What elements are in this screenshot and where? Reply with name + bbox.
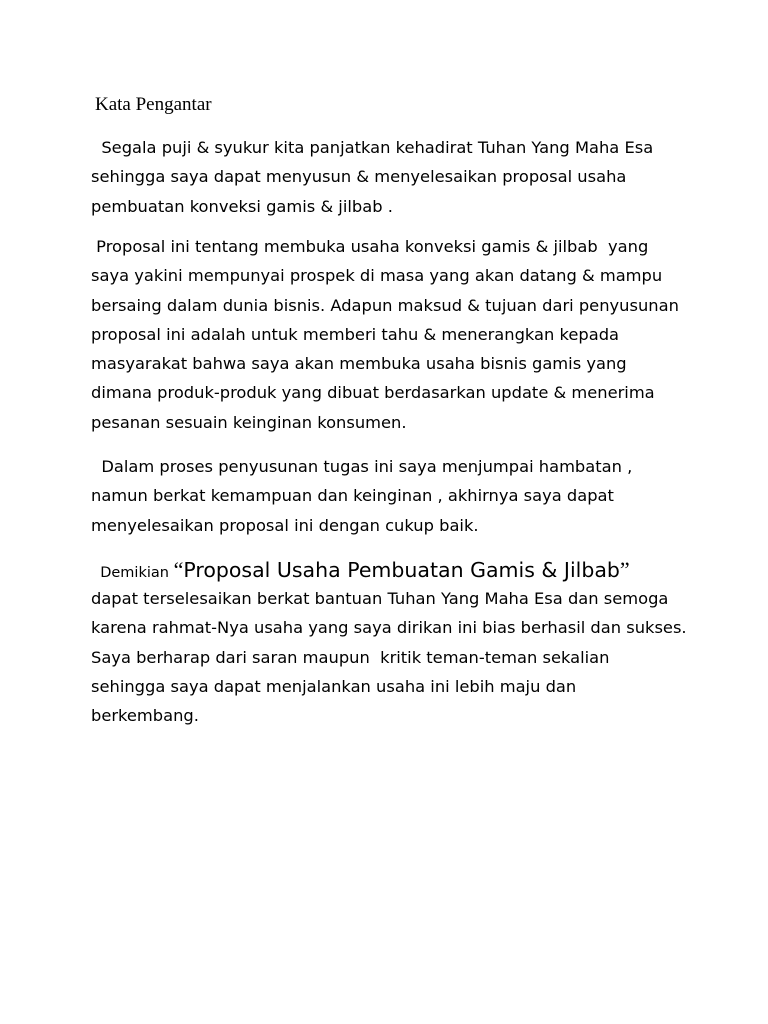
paragraph-line: saya yakini mempunyai prospek di masa yang akan datang & mampu: [91, 266, 663, 286]
open-quote: “: [173, 557, 184, 582]
paragraph-line: namun berkat kemampuan dan keinginan , akhirnya saya dapat: [91, 486, 614, 506]
close-quote: ”: [619, 557, 630, 582]
paragraph-opening: [91, 133, 691, 221]
paragraph-obstacles: [91, 452, 691, 540]
paragraph-line: masyarakat bahwa saya akan membuka usaha bisnis gamis yang: [91, 354, 627, 374]
paragraph-line: proposal ini adalah untuk memberi tahu & menerangkan kepada: [91, 324, 620, 344]
paragraph-line: sehingga saya dapat menyusun & menyelesaikan proposal usaha: [91, 167, 627, 187]
paragraph-line: berkembang.: [91, 706, 199, 726]
paragraph-line: Dalam proses penyusunan tugas ini saya menjumpai hambatan ,: [91, 457, 633, 476]
paragraph-line: dapat terselesaikan berkat bantuan Tuhan Yang Maha Esa dan semoga: [91, 589, 669, 608]
paragraph-line: pesanan sesuain keinginan konsumen.: [91, 412, 407, 432]
paragraph-proposal-purpose: [91, 232, 691, 437]
paragraph-line: sehingga saya dapat menjalankan usaha ini lebih maju dan: [91, 676, 577, 696]
paragraph-line: pembuatan konveksi gamis & jilbab .: [91, 196, 393, 216]
document-heading: Kata Pengantar: [95, 94, 212, 115]
paragraph-closing: [91, 555, 691, 730]
paragraph-line: Saya berharap dari saran maupun kritik teman-teman sekalian: [91, 647, 610, 667]
paragraph-line: Proposal ini tentang membuka usaha konveksi gamis & jilbab yang: [91, 237, 649, 256]
proposal-title: Proposal Usaha Pembuatan Gamis & Jilbab: [183, 558, 620, 582]
paragraph-line: karena rahmat-Nya usaha yang saya dirikan ini bias berhasil dan sukses.: [91, 618, 687, 638]
closing-lead-text: Demikian: [91, 565, 174, 581]
paragraph-line: menyelesaikan proposal ini dengan cukup baik.: [91, 515, 479, 535]
paragraph-line: dimana produk-produk yang dibuat berdasarkan update & menerima: [91, 383, 655, 403]
paragraph-line: bersaing dalam dunia bisnis. Adapun maksud & tujuan dari penyusunan: [91, 295, 679, 315]
closing-first-line: [91, 555, 691, 584]
paragraph-line: Segala puji & syukur kita panjatkan kehadirat Tuhan Yang Maha Esa: [91, 138, 654, 157]
